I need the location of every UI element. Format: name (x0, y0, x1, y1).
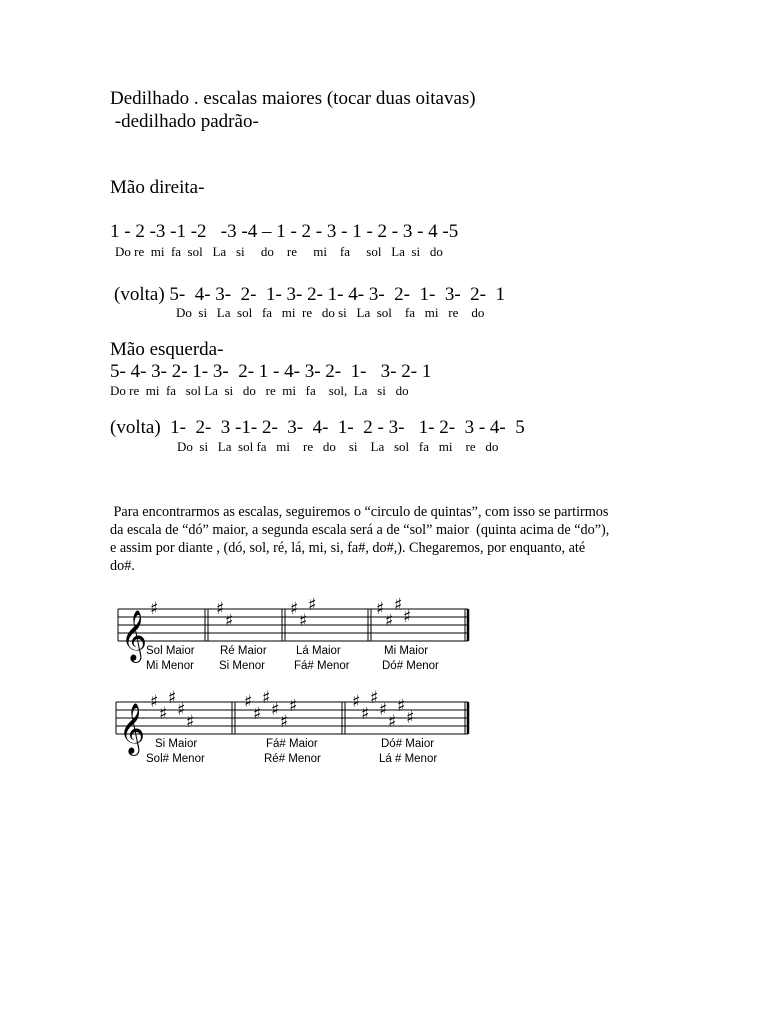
sharp-icon: ♯ (253, 704, 262, 724)
sharp-icon: ♯ (150, 692, 159, 712)
sharp-icon: ♯ (216, 599, 225, 619)
right-hand-ascending: 1 - 2 -3 -1 -2 -3 -4 – 1 - 2 - 3 - 1 - 2 - 3 - 4 -5 (110, 221, 459, 242)
left-hand-descending: (volta) 1- 2- 3 -1- 2- 3- 4- 1- 2 - 3- 1- 2- 3 - 4- 5 (110, 417, 525, 438)
right-hand-heading: Mão direita- (110, 177, 205, 198)
sharp-icon: ♯ (397, 696, 406, 716)
left-hand-ascending: 5- 4- 3- 2- 1- 3- 2- 1 - 4- 3- 2- 1- 3- 2- 1 (110, 361, 432, 382)
sharp-icon: ♯ (385, 611, 394, 631)
paragraph-line: Para encontrarmos as escalas, seguiremos o “circulo de quintas”, com isso se partirmos (110, 504, 609, 520)
sharp-icon: ♯ (352, 692, 361, 712)
sharp-icon: ♯ (262, 688, 271, 708)
sharp-icon: ♯ (168, 688, 177, 708)
treble-clef-icon: 𝄞 (121, 610, 148, 661)
key-major-label: Lá Maior (296, 645, 341, 657)
key-minor-label: Si Menor (219, 660, 266, 672)
sharp-icon: ♯ (186, 712, 195, 732)
sharp-icon: ♯ (403, 607, 412, 627)
sharp-icon: ♯ (159, 704, 168, 724)
title-line-2: -dedilhado padrão- (110, 111, 259, 132)
sharp-icon: ♯ (290, 599, 299, 619)
key-major-label: Si Maior (155, 738, 198, 750)
paragraph-line: e assim por diante , (dó, sol, ré, lá, mi, si, fa#, do#,). Chegaremos, por enquanto, até (110, 540, 586, 556)
key-minor-label: Fá# Menor (294, 660, 350, 672)
key-minor-label: Ré# Menor (264, 753, 321, 765)
key-minor-label: Sol# Menor (146, 753, 205, 765)
left-hand-descending-notes: Do si La sol fa mi re do si La sol fa mi re do (177, 439, 499, 454)
sharp-icon: ♯ (271, 700, 280, 720)
treble-clef-icon: 𝄞 (119, 703, 146, 754)
sharp-icon: ♯ (379, 700, 388, 720)
sharp-icon: ♯ (394, 595, 403, 615)
sharp-icon: ♯ (406, 708, 415, 728)
sharp-icon: ♯ (225, 611, 234, 631)
key-major-label: Fá# Maior (266, 738, 318, 750)
key-minor-label: Lá # Menor (379, 753, 438, 765)
key-minor-label: Mi Menor (146, 660, 194, 672)
paragraph-line: da escala de “dó” maior, a segunda escala será a de “sol” maior (quinta acima de “do”), (110, 522, 610, 538)
sharp-icon: ♯ (370, 688, 379, 708)
right-hand-ascending-notes: Do re mi fa sol La si do re mi fa sol La si do (115, 244, 443, 259)
right-hand-descending-notes: Do si La sol fa mi re do si La sol fa mi re do (176, 305, 485, 320)
left-hand-ascending-notes: Do re mi fa sol La si do re mi fa sol, La si do (110, 383, 409, 398)
sharp-icon: ♯ (177, 700, 186, 720)
sharp-icon: ♯ (244, 692, 253, 712)
paragraph-line: do#. (110, 558, 135, 574)
right-hand-descending: (volta) 5- 4- 3- 2- 1- 3- 2- 1- 4- 3- 2- 1- 3- 2- 1 (114, 284, 505, 305)
sharp-icon: ♯ (388, 712, 397, 732)
title-line-1: Dedilhado . escalas maiores (tocar duas oitavas) (110, 88, 476, 109)
sharp-icon: ♯ (308, 595, 317, 615)
left-hand-heading: Mão esquerda- (110, 339, 224, 360)
sharp-icon: ♯ (280, 712, 289, 732)
sharp-icon: ♯ (376, 599, 385, 619)
key-major-label: Dó# Maior (381, 738, 435, 750)
key-major-label: Ré Maior (220, 645, 267, 657)
sharp-icon: ♯ (289, 696, 298, 716)
sharp-icon: ♯ (150, 599, 159, 619)
key-major-label: Sol Maior (146, 645, 195, 657)
key-minor-label: Dó# Menor (382, 660, 439, 672)
key-major-label: Mi Maior (384, 645, 429, 657)
sharp-icon: ♯ (361, 704, 370, 724)
sharp-icon: ♯ (299, 611, 308, 631)
